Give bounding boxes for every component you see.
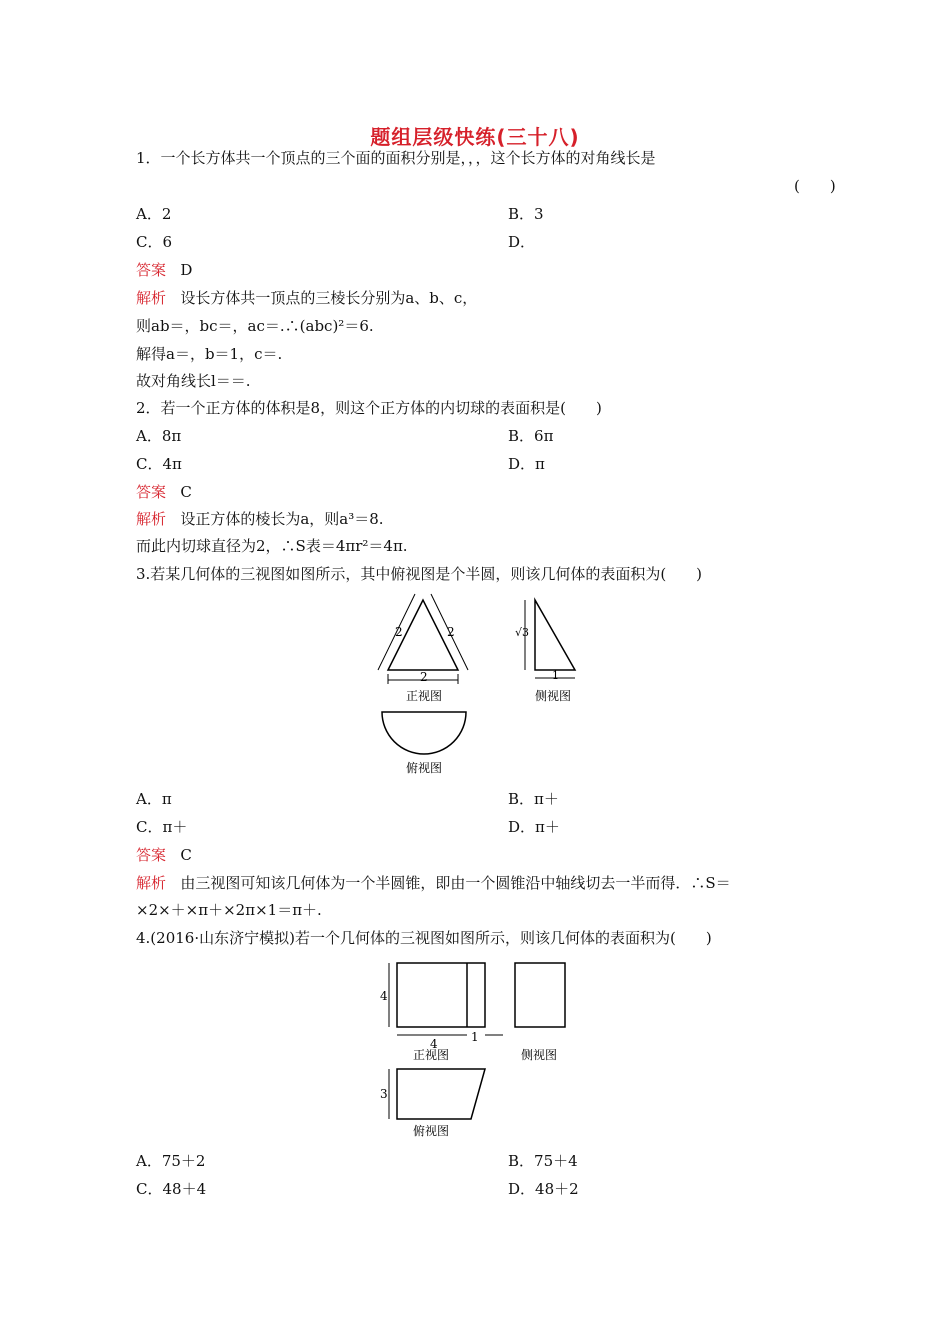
analysis-text: 设长方体共一顶点的三棱长分别为a、b、c， [180, 289, 478, 307]
q4-front-extra-label: 1 [471, 1030, 479, 1044]
q2-option-c: C．4π [136, 455, 182, 473]
q4-front-rect [397, 963, 485, 1027]
q4-figure-svg [375, 955, 575, 1145]
q3-figure-svg [360, 588, 600, 788]
q3-side-base-label: 1 [552, 669, 559, 682]
q4-side-rect [515, 963, 565, 1027]
q4-top-view-label: 俯视图 [413, 1124, 450, 1138]
analysis-label: 解析 [136, 289, 167, 307]
q1-analysis-line-1 [136, 288, 477, 308]
q3-side-triangle [535, 600, 575, 670]
q3-front-edge-right: 2 [447, 625, 455, 639]
q3-option-c: C．π＋ [136, 818, 188, 836]
q4-option-a: A．75＋2 [136, 1152, 206, 1170]
q2-option-a: A．8π [136, 427, 182, 445]
q3-side-height-label: √3 [515, 626, 530, 639]
q1-analysis-line-2: 则ab＝，bc＝，ac＝.∴(abc)²＝6. [136, 317, 374, 335]
q3-analysis-line-1 [136, 873, 731, 893]
q4-option-d: D．48＋2 [508, 1180, 579, 1198]
q3-side-view-label: 侧视图 [535, 689, 572, 703]
q2-option-b: B．6π [508, 427, 554, 445]
q4-three-view-figure [375, 955, 575, 1149]
q3-analysis-line-2: ×2×＋×π＋×2π×1＝π＋. [136, 901, 322, 919]
q4-stem: 4.(2016·山东济宁模拟)若一个几何体的三视图如图所示，则该几何体的表面积为( ) [136, 929, 712, 947]
q1-option-b: B．3 [508, 205, 544, 223]
analysis-text: 设正方体的棱长为a，则a³＝8. [180, 510, 384, 528]
q1-option-d: D． [508, 233, 536, 251]
q3-front-edge-bottom: 2 [420, 670, 428, 684]
q4-side-view-label: 侧视图 [521, 1048, 558, 1062]
q4-front-view-label: 正视图 [413, 1048, 450, 1062]
q1-answer-paren: ( ) [794, 177, 836, 195]
answer-value: D [180, 261, 193, 279]
q4-top-trapezoid [397, 1069, 485, 1119]
answer-value: C [180, 846, 192, 864]
q1-answer [136, 260, 192, 280]
q4-front-width-label: 4 [430, 1037, 438, 1051]
q4-front-height-label: 4 [380, 989, 388, 1003]
q4-top-depth-label: 3 [380, 1087, 388, 1101]
q3-stem: 3.若某几何体的三视图如图所示，其中俯视图是个半圆，则该几何体的表面积为( ) [136, 565, 703, 583]
analysis-label: 解析 [136, 510, 167, 528]
q3-top-semicircle [382, 712, 466, 754]
q1-stem: 1．一个长方体共一个顶点的三个面的面积分别是，，，这个长方体的对角线长是 [136, 149, 656, 167]
q3-three-view-figure [360, 588, 600, 792]
q2-answer [136, 482, 192, 502]
q4-option-c: C．48＋4 [136, 1180, 207, 1198]
q3-answer [136, 845, 192, 865]
q3-front-edge-left: 2 [395, 625, 403, 639]
q3-front-view-label: 正视图 [406, 689, 443, 703]
q1-analysis-line-4: 故对角线长l＝＝. [136, 372, 251, 390]
analysis-label: 解析 [136, 874, 167, 892]
q2-stem: 2．若一个正方体的体积是8，则这个正方体的内切球的表面积是( ) [136, 399, 602, 417]
q2-analysis-line-1 [136, 509, 384, 529]
q4-option-b: B．75＋4 [508, 1152, 578, 1170]
q1-analysis-line-3: 解得a＝，b＝1，c＝. [136, 345, 283, 363]
answer-label: 答案 [136, 261, 167, 279]
q2-option-d: D．π [508, 455, 545, 473]
answer-label: 答案 [136, 483, 167, 501]
q3-option-d: D．π＋ [508, 818, 560, 836]
q1-option-a: A．2 [136, 205, 172, 223]
page-title: 题组层级快练(三十八) [370, 125, 580, 149]
analysis-text: 由三视图可知该几何体为一个半圆锥，即由一个圆锥沿中轴线切去一半而得．∴S＝ [180, 874, 731, 892]
q3-option-b: B．π＋ [508, 790, 559, 808]
answer-value: C [180, 483, 192, 501]
q3-top-view-label: 俯视图 [406, 761, 443, 775]
q3-option-a: A．π [136, 790, 172, 808]
q1-option-c: C．6 [136, 233, 173, 251]
answer-label: 答案 [136, 846, 167, 864]
q2-analysis-line-2: 而此内切球直径为2，∴S表＝4πr²＝4π. [136, 537, 408, 555]
